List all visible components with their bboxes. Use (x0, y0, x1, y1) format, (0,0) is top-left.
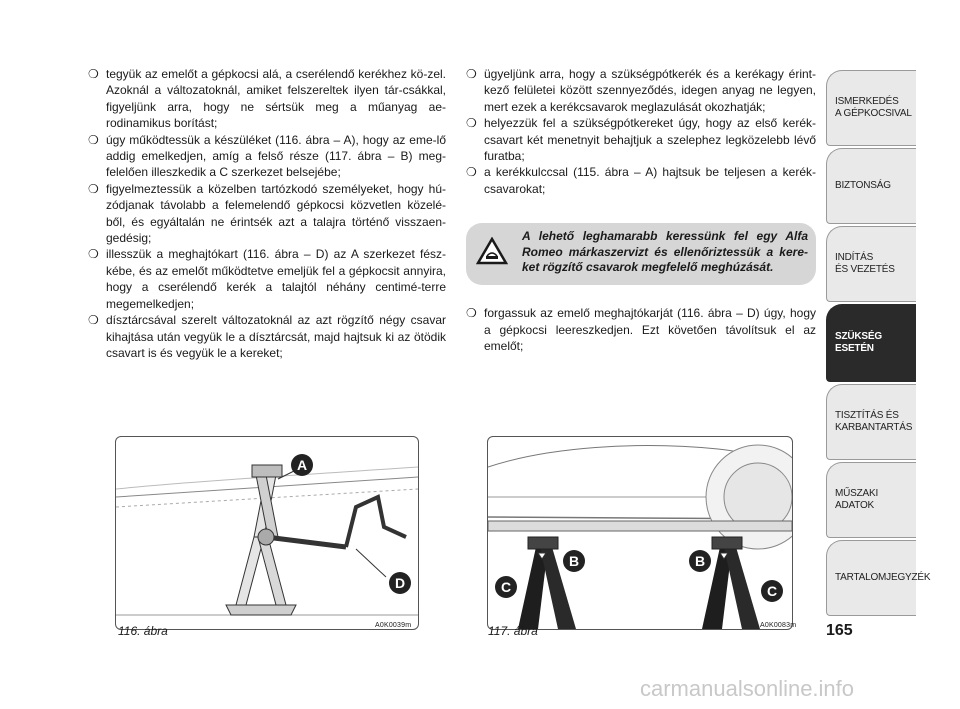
tab-tartalomjegyzek[interactable]: TARTALOMJEGYZÉK (826, 540, 916, 616)
page-number: 165 (826, 622, 853, 639)
instruction-item: ❍ helyezzük fel a szükségpótkereket úgy, hogy az első kerék-csavart két menetnyit behajtjuk a szelephez legközelebb lévő furatba; (466, 115, 816, 164)
tab-tisztitas[interactable]: TISZTÍTÁS ÉS KARBANTARTÁS (826, 384, 916, 460)
instruction-item: ❍ úgy működtessük a készüléket (116. ábra – A), hogy az eme-lő addig emelkedjen, amíg a felső része (117. ábra – B) meg-felelően illeszkedik a C szerkezet belsejébe; (88, 132, 446, 181)
label-c-left: C (500, 579, 512, 595)
figure-caption: 117. ábra (488, 624, 538, 638)
tab-biztonsag[interactable]: BIZTONSÁG (826, 148, 916, 224)
figure-code: A0K0039m (375, 622, 412, 629)
label-a: A (296, 457, 308, 473)
instruction-item: ❍ forgassuk az emelő meghajtókarját (116. ábra – D) úgy, hogy a gépkocsi leereszkedjen. Ezt követően távolítsuk el az emelőt; (466, 305, 816, 354)
right-column (466, 66, 816, 354)
label-c-right: C (766, 583, 778, 599)
warning-triangle-icon (476, 237, 508, 265)
car-side-drawing (488, 437, 792, 629)
instruction-item: ❍ tegyük az emelőt a gépkocsi alá, a cserélendő kerékhez kö-zel. Azoknál a változatoknál, amiket felszereltek ilyen tár-csákkal, figyeljünk arra, hogy ne sértsük meg a műanyag ae-rodinamikus borítást; (88, 66, 446, 132)
instruction-item: ❍ ügyeljünk arra, hogy a szükségpótkerék és a kerékagy érint-kező felületei között szennyeződés, idegen anyag ne legyen, mert ezek a kerékcsavarok meglazulását okozhatják; (466, 66, 816, 115)
figure-caption: 116. ábra (118, 624, 168, 638)
label-b-right: B (694, 553, 706, 569)
tab-ismerkedes[interactable]: ISMERKEDÉS A GÉPKOCSIVAL (826, 70, 916, 146)
label-d: D (394, 575, 406, 591)
instruction-item: ❍ figyelmeztessük a közelben tartózkodó személyeket, hogy hú-zódjanak távolabb a felemelendő gépkocsi közvetlen közelé-ből, és egyáltalán ne érintsék azt a talajra történő visszaen-gedésig; (88, 181, 446, 247)
instruction-item: ❍ dísztárcsával szerelt változatoknál az azt rögzítő négy csavar kihajtása után vegyük le a dísztárcsát, majd hajtsuk ki az ötödik csavart is és vegyük le a kereket; (88, 312, 446, 361)
left-column (88, 66, 446, 361)
instruction-item: ❍ illesszük a meghajtókart (116. ábra – D) az A szerkezet fész-kébe, és az emelőt működtetve emeljük fel a gépkocsit annyira, hogy a cserélendő kerék a talajtól néhány centimé-terre megemelkedjen; (88, 246, 446, 312)
jack-drawing (116, 437, 418, 629)
instruction-item: ❍ a kerékkulccsal (115. ábra – A) hajtsuk be teljesen a kerék-csavarokat; (466, 164, 816, 197)
tab-muszaki-adatok[interactable]: MŰSZAKI ADATOK (826, 462, 916, 538)
warning-box (466, 223, 816, 285)
tab-szukseg-eseten[interactable]: SZÜKSÉG ESETÉN (826, 304, 916, 382)
figure-code: A0K0083m (760, 622, 797, 629)
tab-inditas[interactable]: INDÍTÁS ÉS VEZETÉS (826, 226, 916, 302)
figure-jack-points (487, 436, 793, 630)
label-b-left: B (568, 553, 580, 569)
warning-text: A lehető leghamarabb keressünk fel egy Alfa Romeo márkaszervizt és ellenőriztessük a kere-ket rögzítő csavarok megfelelő meghúzását. (522, 229, 808, 275)
watermark: carmanualsonline.info (640, 676, 855, 701)
figure-jack-illustration (115, 436, 419, 630)
